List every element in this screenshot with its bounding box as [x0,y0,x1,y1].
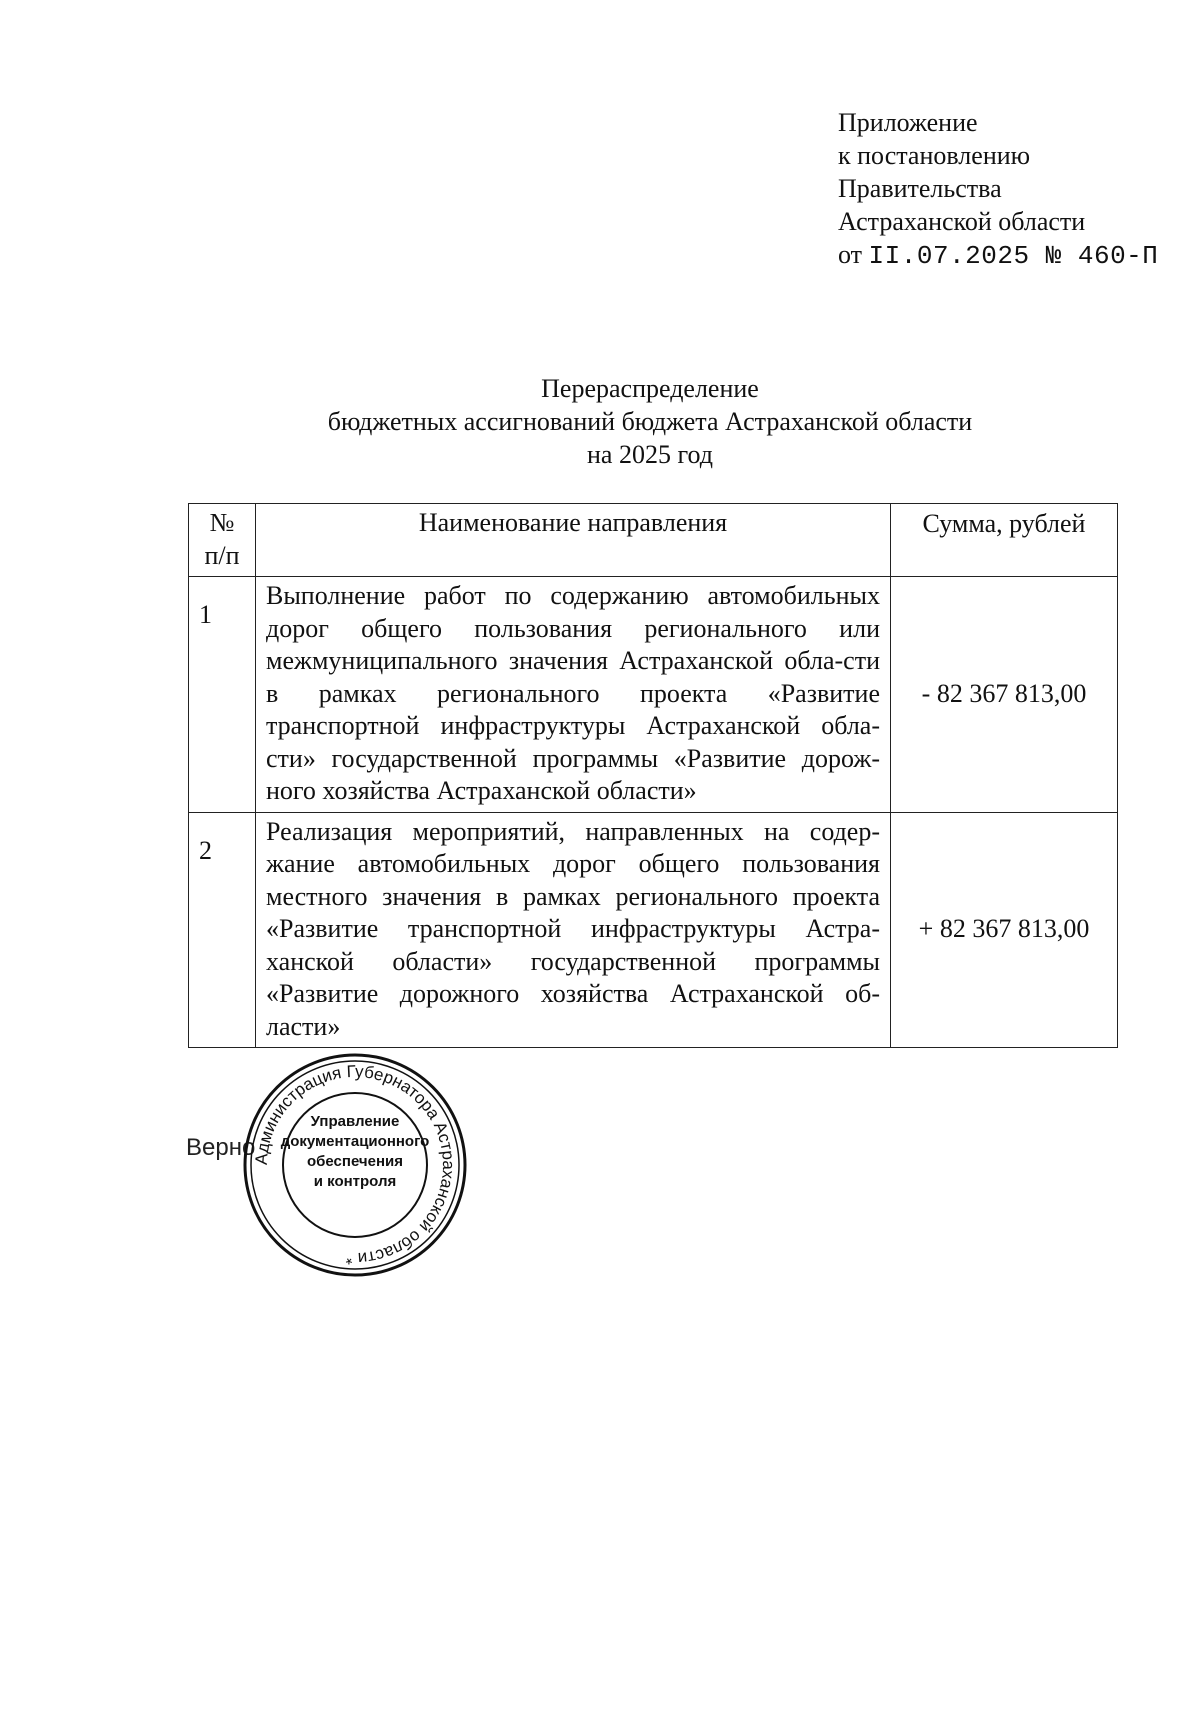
annex-line-4: Астраханской области [838,207,1086,236]
annex-line-3: Правительства [838,174,1002,203]
header-num-line-2: п/п [204,540,240,570]
seal-line-4: и контроля [313,1173,397,1190]
annex-block [838,106,1158,273]
annex-date-prefix: от [838,240,863,269]
annex-date-line [838,238,1158,273]
seal-line-1: Управление [310,1113,400,1130]
row-sum: + 82 367 813,00 [891,812,1118,1048]
row-num: 2 [189,812,256,1048]
annex-line-2: к постановлению [838,141,1031,170]
row-name: Реализация мероприятий, направленных на содер-жание автомобильных дорог общего пользования местного значения в рамках регионального проекта «Развитие транспортной инфраструктуры Астра-ханской области» государственной программы «Развитие дорожного хозяйства Астраханской об-ласти» [256,812,891,1048]
table-header-row [189,504,1118,577]
header-sum: Сумма, рублей [891,504,1118,577]
title-line-1: Перераспределение [541,374,759,403]
header-num [189,504,256,577]
seal-line-3: обеспечения [306,1153,404,1170]
seal-ring-text: Администрация Губернатора Астраханской области * [251,1061,459,1269]
row-name: Выполнение работ по содержанию автомобильных дорог общего пользования регионального или межмуниципального значения Астраханской обла-сти в рамках регионального проекта «Развитие транспортной инфраструктуры Астраханской обла-сти» государственной программы «Развитие дорож-ного хозяйства Астраханской области» [256,577,891,813]
annex-line-1: Приложение [838,108,978,137]
seal-line-2: документационного [280,1133,430,1150]
seal-center-text [240,1112,470,1192]
verno-label: Верно [186,1134,256,1161]
annex-date-number: II.07.2025 № 460-П [868,241,1159,271]
title-line-2: бюджетных ассигнований бюджета Астраханской области [327,407,973,436]
official-seal [240,1050,470,1280]
header-name: Наименование направления [256,504,891,577]
table-row [189,577,1118,813]
document-title [0,372,1200,471]
title-line-3: на 2025 год [587,440,713,469]
header-num-line-1: № [209,508,235,537]
row-num: 1 [189,577,256,813]
redistribution-table [188,503,1118,1048]
row-sum: - 82 367 813,00 [891,577,1118,813]
table-row [189,812,1118,1048]
